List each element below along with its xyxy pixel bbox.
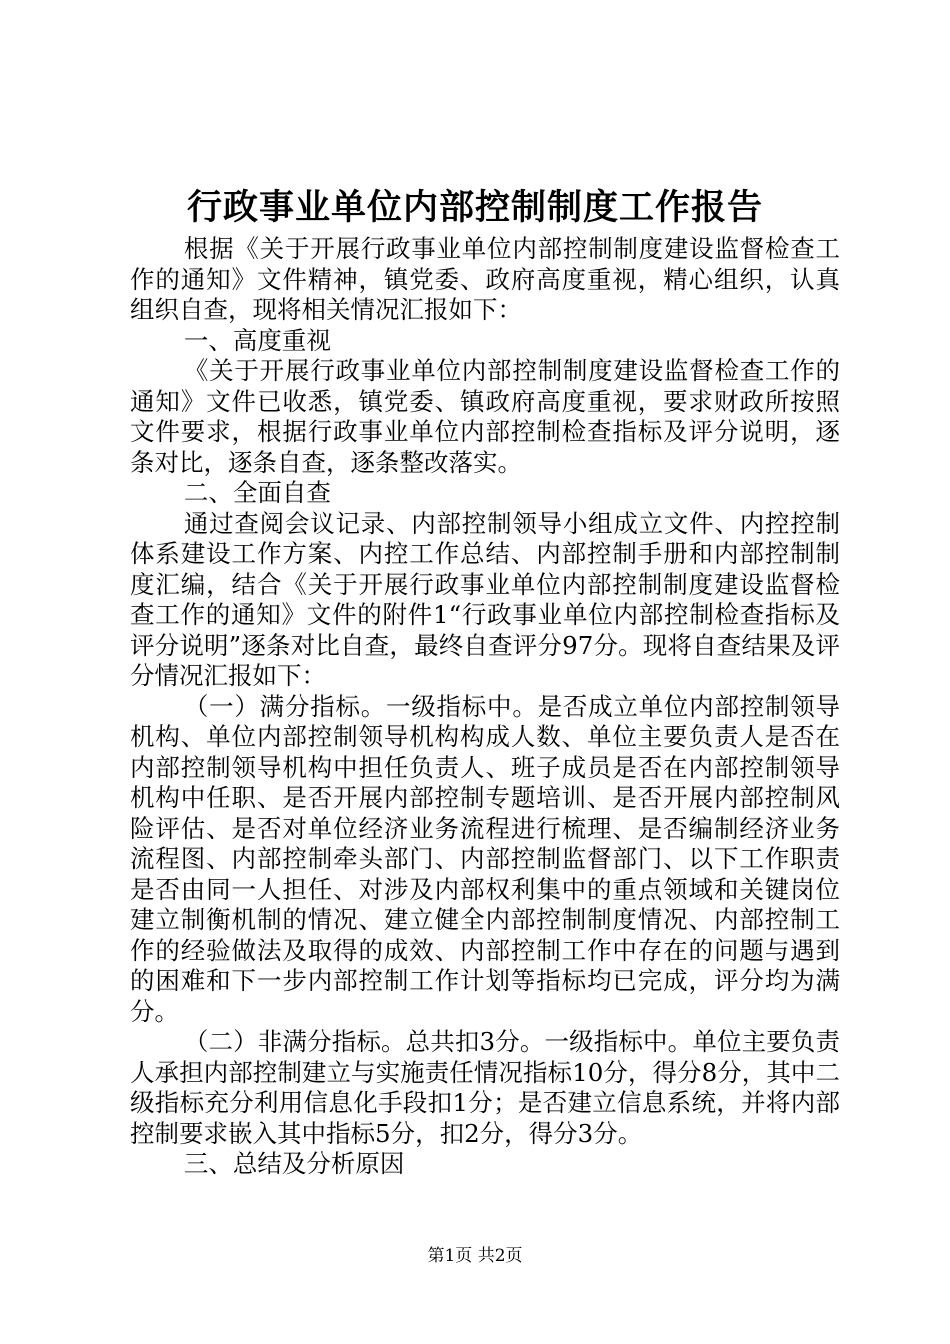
section-2-paragraph: 通过查阅会议记录、内部控制领导小组成立文件、内控控制体系建设工作方案、内控工作总结、内部控制手册和内部控制制度汇编，结合《关于开展行政事业单位内部控制制度建设监督检查工作的通知》文件的附件1“行政事业单位内部控制检查指标及评分说明”逐条对比自查，最终自查评分97分。现将自查结果及评分情况汇报如下： <box>130 508 840 690</box>
section-heading-1: 一、高度重视 <box>183 325 331 355</box>
intro-paragraph: 根据《关于开展行政事业单位内部控制制度建设监督检查工作的通知》文件精神，镇党委、政府高度重视，精心组织，认真组织自查，现将相关情况汇报如下： <box>130 234 840 324</box>
full-score-paragraph: （一）满分指标。一级指标中。是否成立单位内部控制领导机构、单位内部控制领导机构构成人数、单位主要负责人是否在内部控制领导机构中担任负责人、班子成员是否在内部控制领导机构中任职、是否开展内部控制专题培训、是否开展内部控制风险评估、是否对单位经济业务流程进行梳理、是否编制经济业务流程图、内部控制牵头部门、内部控制监督部门、以下工作职责是否由同一人担任、对涉及内部权利集中的重点领域和关键岗位建立制衡机制的情况、建立健全内部控制制度情况、内部控制工作的经验做法及取得的成效、内部控制工作中存在的问题与遇到的困难和下一步内部控制工作计划等指标均已完成，评分均为满分。 <box>130 691 840 1026</box>
section-1-paragraph: 《关于开展行政事业单位内部控制制度建设监督检查工作的通知》文件已收悉，镇党委、镇政府高度重视，要求财政所按照文件要求，根据行政事业单位内部控制检查指标及评分说明，逐条对比，逐条自查，逐条整改落实。 <box>130 356 840 477</box>
document-title: 行政事业单位内部控制制度工作报告 <box>186 187 763 228</box>
section-heading-2: 二、全面自查 <box>183 478 331 507</box>
non-full-score-paragraph: （二）非满分指标。总共扣3分。一级指标中。单位主要负责人承担内部控制建立与实施责任情况指标10分，得分8分，其中二级指标充分利用信息化手段扣1分；是否建立信息系统，并将内部控制要求嵌入其中指标5分，扣2分，得分3分。 <box>130 1027 840 1148</box>
section-heading-3: 三、总结及分析原因 <box>183 1149 405 1178</box>
page-footer: 第1页 共2页 <box>427 1246 523 1266</box>
document-body <box>130 234 840 1180</box>
